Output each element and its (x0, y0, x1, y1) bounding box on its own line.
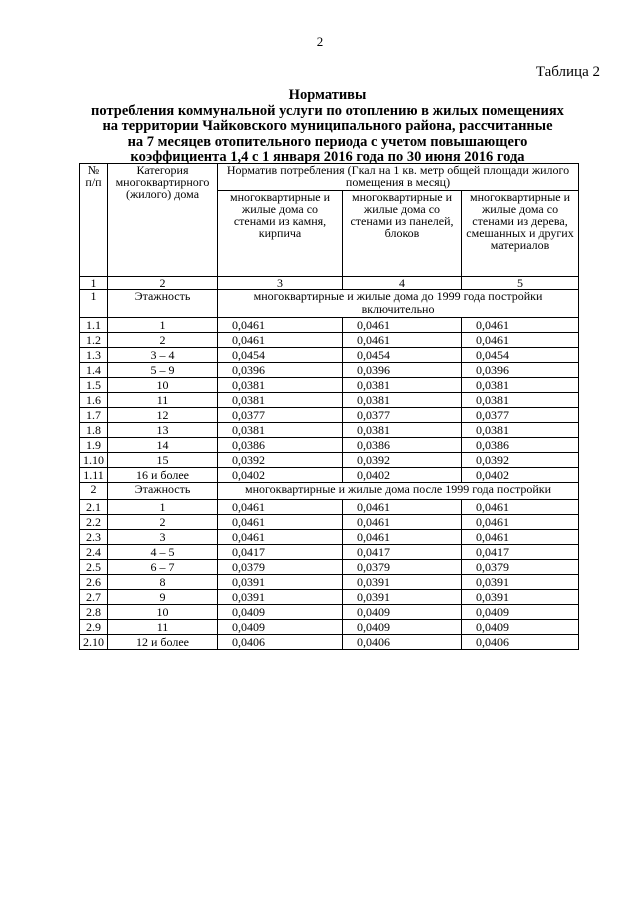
value-wood-cell: 0,0377 (462, 408, 579, 423)
value-panel-cell: 0,0461 (343, 515, 462, 530)
table-row (80, 423, 579, 438)
value-wood-cell: 0,0406 (462, 635, 579, 650)
floors-cell: 10 (108, 605, 218, 620)
value-wood-cell: 0,0392 (462, 453, 579, 468)
title-line: Нормативы (288, 87, 367, 103)
section-number: 1 (80, 290, 108, 318)
value-panel-cell: 0,0391 (343, 575, 462, 590)
value-wood-cell: 0,0461 (462, 333, 579, 348)
column-number: 3 (218, 277, 343, 290)
value-stone-cell: 0,0392 (218, 453, 343, 468)
row-number: 2.10 (80, 635, 108, 650)
row-number: 2.5 (80, 560, 108, 575)
value-panel-cell: 0,0454 (343, 348, 462, 363)
value-stone-cell: 0,0391 (218, 575, 343, 590)
value-wood-cell: 0,0386 (462, 438, 579, 453)
table-row (80, 378, 579, 393)
table-row (80, 590, 579, 605)
title-line: на 7 месяцев отопительного периода с учетом повышающего (127, 133, 528, 150)
row-number: 2.3 (80, 530, 108, 545)
value-panel-cell: 0,0461 (343, 500, 462, 515)
value-wood-cell: 0,0391 (462, 590, 579, 605)
floors-cell: 2 (108, 515, 218, 530)
value-stone-cell: 0,0402 (218, 468, 343, 483)
value-stone-cell: 0,0379 (218, 560, 343, 575)
header-col-stone: многоквартирные и жилые дома со стенами из камня, кирпича (218, 191, 343, 277)
value-stone-cell: 0,0381 (218, 378, 343, 393)
value-panel-cell: 0,0402 (343, 468, 462, 483)
row-number: 1.11 (80, 468, 108, 483)
section-row (80, 483, 579, 500)
value-wood-cell: 0,0381 (462, 423, 579, 438)
floors-cell: 16 и более (108, 468, 218, 483)
floors-cell: 4 – 5 (108, 545, 218, 560)
value-stone-cell: 0,0454 (218, 348, 343, 363)
value-stone-cell: 0,0461 (218, 318, 343, 333)
table-row (80, 408, 579, 423)
title-line: на территории Чайковского муниципального района, рассчитанные (102, 118, 553, 134)
value-panel-cell: 0,0391 (343, 590, 462, 605)
value-panel-cell: 0,0379 (343, 560, 462, 575)
value-stone-cell: 0,0461 (218, 333, 343, 348)
table-row (80, 348, 579, 363)
section-row (80, 290, 579, 318)
table-row (80, 530, 579, 545)
value-wood-cell: 0,0461 (462, 530, 579, 545)
value-panel-cell: 0,0461 (343, 530, 462, 545)
row-number: 1.4 (80, 363, 108, 378)
column-number-row (80, 277, 579, 290)
title-line: коэффициента 1,4 с 1 января 2016 года по 30 июня 2016 года (130, 149, 525, 165)
floors-cell: 1 (108, 500, 218, 515)
header-category: Категория многоквартирного (жилого) дома (108, 164, 218, 277)
table-row (80, 515, 579, 530)
row-number: 1.7 (80, 408, 108, 423)
row-number: 1.6 (80, 393, 108, 408)
value-wood-cell: 0,0381 (462, 378, 579, 393)
floors-cell: 8 (108, 575, 218, 590)
floors-cell: 1 (108, 318, 218, 333)
row-number: 1.10 (80, 453, 108, 468)
floors-cell: 12 (108, 408, 218, 423)
value-panel-cell: 0,0409 (343, 605, 462, 620)
floors-cell: 6 – 7 (108, 560, 218, 575)
section-description: многоквартирные и жилые дома до 1999 года постройки включительно (218, 290, 579, 318)
row-number: 2.1 (80, 500, 108, 515)
value-stone-cell: 0,0461 (218, 530, 343, 545)
value-wood-cell: 0,0409 (462, 620, 579, 635)
value-stone-cell: 0,0406 (218, 635, 343, 650)
value-stone-cell: 0,0386 (218, 438, 343, 453)
value-panel-cell: 0,0461 (343, 318, 462, 333)
value-panel-cell: 0,0409 (343, 620, 462, 635)
value-panel-cell: 0,0377 (343, 408, 462, 423)
row-number: 2.4 (80, 545, 108, 560)
row-number: 2.6 (80, 575, 108, 590)
title-line: потребления коммунальной услуги по отоплению в жилых помещениях (91, 102, 564, 119)
value-stone-cell: 0,0381 (218, 393, 343, 408)
floors-cell: 11 (108, 620, 218, 635)
value-stone-cell: 0,0396 (218, 363, 343, 378)
value-panel-cell: 0,0392 (343, 453, 462, 468)
table-row (80, 318, 579, 333)
value-stone-cell: 0,0417 (218, 545, 343, 560)
document-title (70, 88, 585, 166)
value-wood-cell: 0,0381 (462, 393, 579, 408)
column-number: 4 (343, 277, 462, 290)
table-row (80, 605, 579, 620)
row-number: 1.2 (80, 333, 108, 348)
table-row (80, 560, 579, 575)
floors-cell: 12 и более (108, 635, 218, 650)
table-row (80, 393, 579, 408)
value-panel-cell: 0,0417 (343, 545, 462, 560)
table-row (80, 500, 579, 515)
floors-cell: 3 – 4 (108, 348, 218, 363)
page-number: 2 (316, 34, 324, 49)
section-description: многоквартирные и жилые дома после 1999 года постройки (218, 483, 579, 500)
floors-cell: 10 (108, 378, 218, 393)
row-number: 2.2 (80, 515, 108, 530)
floors-cell: 5 – 9 (108, 363, 218, 378)
value-wood-cell: 0,0417 (462, 545, 579, 560)
value-stone-cell: 0,0409 (218, 605, 343, 620)
column-number: 2 (108, 277, 218, 290)
table-row (80, 620, 579, 635)
table-row (80, 363, 579, 378)
value-wood-cell: 0,0402 (462, 468, 579, 483)
value-stone-cell: 0,0409 (218, 620, 343, 635)
table-label: Таблица 2 (535, 64, 600, 80)
header-col-wood: многоквартирные и жилые дома со стенами из дерева, смешанных и других материалов (462, 191, 579, 277)
row-number: 1.1 (80, 318, 108, 333)
value-panel-cell: 0,0381 (343, 378, 462, 393)
value-panel-cell: 0,0381 (343, 393, 462, 408)
header-col-panel: многоквартирные и жилые дома со стенами из панелей, блоков (343, 191, 462, 277)
table-row (80, 438, 579, 453)
header-norm: Норматив потребления (Гкал на 1 кв. метр общей площади жилого помещения в месяц) (218, 164, 579, 191)
floors-cell: 15 (108, 453, 218, 468)
table-row (80, 333, 579, 348)
row-number: 1.8 (80, 423, 108, 438)
value-wood-cell: 0,0461 (462, 500, 579, 515)
value-stone-cell: 0,0377 (218, 408, 343, 423)
row-number: 1.9 (80, 438, 108, 453)
value-wood-cell: 0,0409 (462, 605, 579, 620)
floors-cell: 11 (108, 393, 218, 408)
value-wood-cell: 0,0461 (462, 515, 579, 530)
header-num: № п/п (80, 164, 108, 277)
column-number: 5 (462, 277, 579, 290)
value-panel-cell: 0,0461 (343, 333, 462, 348)
value-wood-cell: 0,0454 (462, 348, 579, 363)
table-row (80, 453, 579, 468)
value-panel-cell: 0,0381 (343, 423, 462, 438)
row-number: 2.8 (80, 605, 108, 620)
header-row (80, 164, 579, 191)
table-row (80, 545, 579, 560)
row-number: 1.5 (80, 378, 108, 393)
section-number: 2 (80, 483, 108, 500)
section-category: Этажность (108, 483, 218, 500)
norms-table (79, 163, 579, 650)
floors-cell: 14 (108, 438, 218, 453)
floors-cell: 2 (108, 333, 218, 348)
value-stone-cell: 0,0461 (218, 515, 343, 530)
value-stone-cell: 0,0381 (218, 423, 343, 438)
table-row (80, 575, 579, 590)
floors-cell: 3 (108, 530, 218, 545)
value-wood-cell: 0,0461 (462, 318, 579, 333)
value-panel-cell: 0,0386 (343, 438, 462, 453)
value-wood-cell: 0,0379 (462, 560, 579, 575)
value-wood-cell: 0,0391 (462, 575, 579, 590)
column-number: 1 (80, 277, 108, 290)
section-category: Этажность (108, 290, 218, 318)
row-number: 1.3 (80, 348, 108, 363)
value-panel-cell: 0,0406 (343, 635, 462, 650)
value-stone-cell: 0,0461 (218, 500, 343, 515)
floors-cell: 9 (108, 590, 218, 605)
row-number: 2.9 (80, 620, 108, 635)
value-stone-cell: 0,0391 (218, 590, 343, 605)
table-row (80, 468, 579, 483)
floors-cell: 13 (108, 423, 218, 438)
value-wood-cell: 0,0396 (462, 363, 579, 378)
table-row (80, 635, 579, 650)
value-panel-cell: 0,0396 (343, 363, 462, 378)
row-number: 2.7 (80, 590, 108, 605)
